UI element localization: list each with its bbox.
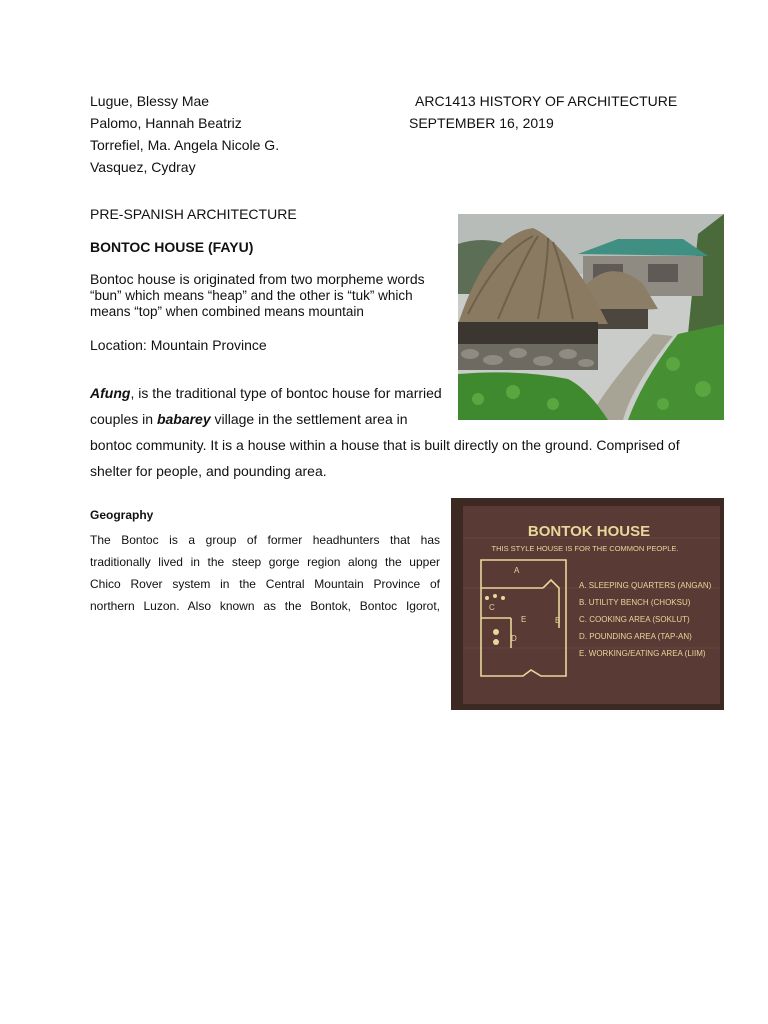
location-line: Location: Mountain Province	[90, 337, 267, 353]
sign-subtitle: THIS STYLE HOUSE IS FOR THE COMMON PEOPLE.	[491, 544, 679, 553]
bontoc-house-illustration	[458, 214, 724, 420]
plan-label-c: C	[489, 603, 495, 612]
geography-line-2: traditionally lived in the steep gorge region along the upper	[90, 555, 440, 569]
afung-line-1-text: , is the traditional type of bontoc house for married	[130, 385, 442, 401]
plan-label-a: A	[514, 566, 520, 575]
geography-heading: Geography	[90, 508, 154, 522]
afung-term: Afung	[90, 385, 131, 401]
geography-line-3: Chico Rover system in the Central Mountain Province of	[90, 577, 440, 591]
sign-title: BONTOK HOUSE	[527, 523, 651, 540]
plan-label-e: E	[521, 615, 527, 624]
author-3: Torrefiel, Ma. Angela Nicole G.	[90, 137, 280, 153]
plan-label-b: B	[555, 616, 561, 625]
bontok-house-sign-photo	[451, 498, 724, 710]
document-date: SEPTEMBER 16, 2019	[409, 115, 554, 131]
origin-line-3: means “top” when combined means mountain	[90, 304, 364, 319]
geography-line-1: The Bontoc is a group of former headhunters that has	[90, 533, 440, 547]
afung-line-2-pre: couples in	[90, 411, 157, 427]
origin-line-2: “bun” which means “heap” and the other is “tuk” which	[90, 288, 413, 303]
sign-board-illustration	[451, 498, 724, 710]
village-term: babarey	[156, 411, 211, 427]
author-4: Vasquez, Cydray	[90, 159, 196, 175]
section-title: PRE-SPANISH ARCHITECTURE	[90, 206, 297, 222]
sign-item-b: B. UTILITY BENCH (CHOKSU)	[579, 598, 691, 607]
origin-paragraph	[90, 270, 425, 320]
sign-item-d: D. POUNDING AREA (TAP-AN)	[579, 632, 692, 641]
author-1: Lugue, Blessy Mae	[90, 93, 210, 109]
afung-line-3: bontoc community. It is a house within a house that is built directly on the ground. Comprised of	[90, 437, 680, 453]
sign-item-a: A. SLEEPING QUARTERS (ANGAN)	[579, 581, 712, 590]
bontoc-house-photo	[458, 214, 724, 420]
plan-label-d: D	[511, 634, 517, 643]
geography-line-4: northern Luzon. Also known as the Bontok, Bontoc Igorot,	[90, 599, 440, 613]
sign-item-e: E. WORKING/EATING AREA (LIIM)	[579, 649, 706, 658]
geography-paragraph	[90, 529, 440, 617]
afung-line-4: shelter for people, and pounding area.	[90, 463, 327, 479]
house-title: BONTOC HOUSE (FAYU)	[90, 239, 254, 255]
sign-item-c: C. COOKING AREA (SOKLUT)	[579, 615, 690, 624]
course-title: ARC1413 HISTORY OF ARCHITECTURE	[415, 93, 678, 109]
origin-line-1: Bontoc house is originated from two morpheme words	[90, 271, 425, 287]
author-2: Palomo, Hannah Beatriz	[90, 115, 242, 131]
author-list	[90, 90, 279, 178]
afung-line-2-post: village in the settlement area in	[210, 411, 408, 427]
